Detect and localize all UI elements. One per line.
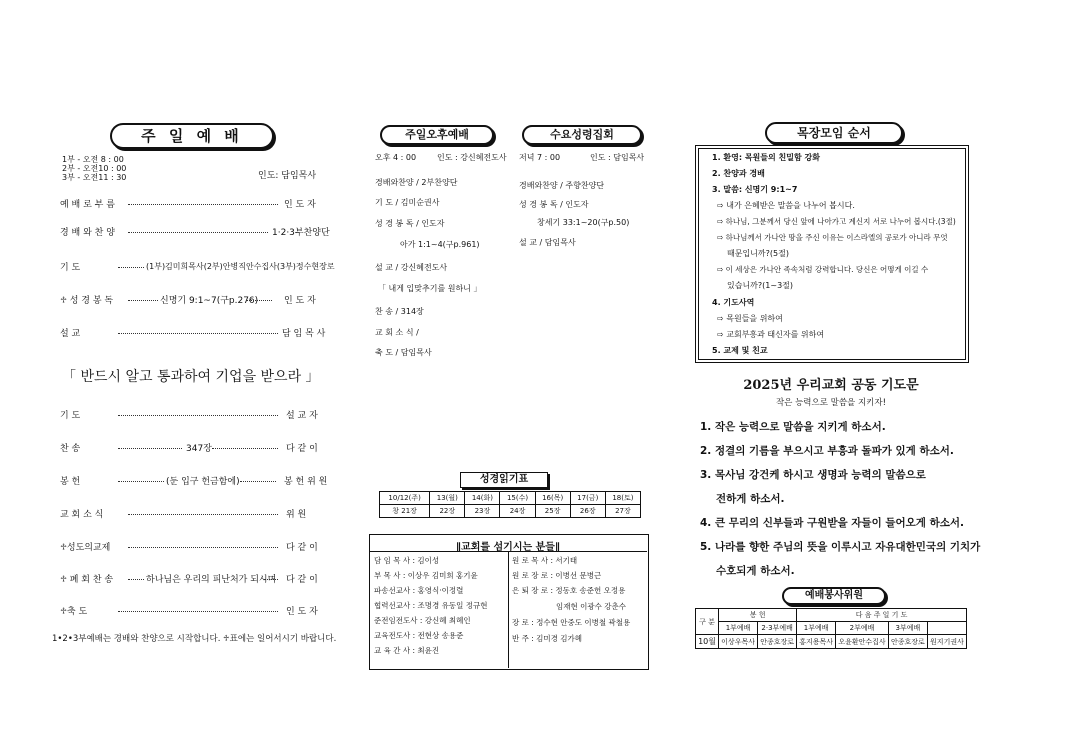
wednesday-service-title: 수요성령집회 [522, 125, 642, 145]
service-committee-table [695, 608, 967, 649]
sub-head: 2부예배 [836, 622, 889, 635]
order-name: 봉 헌 [60, 477, 81, 487]
order-name: ♱ 폐 회 찬 송 [60, 575, 114, 585]
reading-chapter: 23장 [465, 505, 500, 518]
staff-line: 장 로 : 정수현 안중도 이병철 곽철용 [512, 618, 631, 627]
sub-head [927, 622, 966, 635]
afternoon-item: 성 경 봉 독 / 인도자 [375, 219, 445, 228]
cell-item: ⇨ 하나님께서 가나안 땅을 주신 이유는 이스라엘의 공로가 아니라 무엇 [717, 233, 948, 242]
sub-head: 1부예배 [719, 622, 758, 635]
order-right: 인 도 자 [284, 296, 316, 306]
staff-line: 담 임 목 사 : 김이성 [374, 556, 440, 565]
prayer-item: 5. 나라를 향한 주님의 뜻을 이루시고 자유대한민국의 기치가 [700, 541, 981, 553]
order-right: 다 같 이 [286, 444, 318, 454]
sub-head: 1부예배 [797, 622, 836, 635]
staff-line: 파송선교사 : 홍영식·이정렬 [374, 586, 464, 595]
cell-item: 2. 찬양과 경배 [712, 169, 765, 178]
afternoon-item: 설 교 / 강신혜전도사 [375, 263, 448, 272]
prayer-cell: 안종호장로 [888, 635, 927, 649]
header-prayer: 다 음 주 일 기 도 [797, 609, 967, 622]
prayer-cell: 오윤환안수집사 [836, 635, 889, 649]
reading-chapter: 24장 [500, 505, 535, 518]
order-name: ♱축 도 [60, 607, 88, 617]
order-right: 위 원 [286, 510, 307, 520]
time-1: 1부 - 오전 8 : 00 [62, 155, 124, 164]
afternoon-leader: 인도 : 강신혜전도사 [437, 153, 507, 162]
cell-item: 있습니까?(1~3절) [727, 281, 794, 290]
reading-date: 16(목) [535, 492, 570, 505]
reading-date: 10/12(주) [380, 492, 430, 505]
staff-line: 원 로 목 사 : 서기태 [512, 556, 578, 565]
header-offering: 봉 헌 [719, 609, 797, 622]
afternoon-item: 교 회 소 식 / [375, 328, 419, 337]
wednesday-item: 경배와찬양 / 주향찬양단 [519, 181, 605, 190]
time-2: 2부 - 오전10 : 00 [62, 164, 127, 173]
sunday-service-title: 주 일 예 배 [110, 123, 274, 149]
cell-item: ⇨ 내가 은혜받은 말씀을 나누어 봅시다. [717, 201, 855, 210]
order-name: ♱ 성 경 봉 독 [60, 296, 114, 306]
reading-date: 15(수) [500, 492, 535, 505]
order-name: 기 도 [60, 411, 81, 421]
order-name: 기 도 [60, 263, 81, 273]
staff-line: 은 퇴 장 로 : 정동호 송준헌 오정용 [512, 586, 626, 595]
reading-date: 13(월) [430, 492, 465, 505]
order-mid: (둔 입구 헌금함에) [166, 477, 240, 487]
order-name: 찬 송 [60, 444, 81, 454]
wednesday-item: 성 경 봉 독 / 인도자 [519, 200, 589, 209]
prayer-item: 전하게 하소서. [716, 493, 785, 505]
staff-line: 준전임전도사 : 강신혜 최혜인 [374, 616, 471, 625]
reading-chapter: 25장 [535, 505, 570, 518]
staff-line: 교 육 간 사 : 최윤진 [374, 646, 440, 655]
cell-item: ⇨ 교회부흥과 태신자를 위하여 [717, 330, 825, 339]
afternoon-time: 오후 4 : 00 [375, 153, 417, 162]
sub-head: 3부예배 [888, 622, 927, 635]
prayer-item: 4. 큰 무리의 신부들과 구원받을 자들이 들어오게 하소서. [700, 517, 965, 529]
order-right: 인 도 자 [284, 200, 316, 210]
afternoon-sermon: 「 내게 입맞추기를 원하니 」 [378, 284, 482, 293]
offering-cell: 이상우목사 [719, 635, 758, 649]
reading-chapter: 창 21장 [380, 505, 430, 518]
order-right: 담 임 목 사 [282, 329, 326, 339]
cell-item: ⇨ 하나님, 그분께서 당신 앞에 나아가고 계신지 서로 나누어 봅시다.(3절) [717, 217, 956, 226]
wednesday-scripture: 창세기 33:1~20(구p.50) [537, 218, 630, 227]
reading-chapter: 22장 [430, 505, 465, 518]
prayer-cell: 원지기권사 [927, 635, 966, 649]
afternoon-service-title: 주일오후예배 [380, 125, 494, 145]
order-name: 예 배 로 부 름 [60, 200, 115, 210]
order-right: 1·2·3부찬양단 [272, 228, 330, 238]
staff-line: 교육전도사 : 전현상 송용준 [374, 631, 464, 640]
cell-item: 3. 말씀: 신명기 9:1~7 [712, 185, 798, 194]
cell-meeting-title: 목장모임 순서 [765, 122, 903, 144]
staff-line: 임재현 이광수 강춘수 [556, 602, 626, 611]
order-mid: (1부)김미희목사(2부)안병직안수집사(3부)정수현장로 [146, 262, 335, 271]
cell-item: ⇨ 목원들을 위하여 [717, 314, 783, 323]
order-right: 설 교 자 [286, 411, 318, 421]
wednesday-time: 저녁 7 : 00 [519, 153, 561, 162]
prayer-cell: 홍지용목사 [797, 635, 836, 649]
service-times [62, 155, 126, 182]
order-right: 봉 헌 위 원 [284, 477, 328, 487]
month-cell: 10월 [696, 635, 719, 649]
staff-line: 협력선교사 : 조명경 유동일 정규현 [374, 601, 488, 610]
order-right: 다 같 이 [286, 543, 318, 553]
reading-title: 성경읽기표 [460, 472, 548, 488]
cell-item: 4. 기도사역 [712, 298, 755, 307]
time-3: 3부 - 오전11 : 30 [62, 173, 127, 182]
prayer-subtitle: 작은 능력으로 말씀을 지키자! [775, 398, 887, 408]
prayer-item: 2. 정결의 기름을 부으시고 부흥과 돌파가 있게 하소서. [700, 445, 954, 457]
afternoon-item: 경배와찬양 / 2부찬양단 [375, 178, 458, 187]
prayer-item: 3. 목사님 강건케 하시고 생명과 능력의 말씀으로 [700, 469, 926, 481]
prayer-title: 2025년 우리교회 공동 기도문 [743, 378, 919, 393]
sermon-title: 「 반드시 알고 통과하여 기업을 받으라 」 [62, 369, 320, 385]
order-name: ♱성도의교제 [60, 543, 111, 553]
afternoon-item: 찬 송 / 314장 [375, 307, 424, 316]
cell-item: 5. 교제 및 친교 [712, 346, 768, 355]
reading-date: 18(토) [605, 492, 640, 505]
prayer-item: 1. 작은 능력으로 말씀을 지키게 하소서. [700, 421, 886, 433]
cell-item: ⇨ 이 세상은 가나안 족속처럼 강력합니다. 당신은 어떻게 이길 수 [717, 265, 929, 274]
reading-date: 14(화) [465, 492, 500, 505]
sub-head: 2·3부예배 [758, 622, 797, 635]
prayer-item: 수호되게 하소서. [716, 565, 795, 577]
wednesday-item: 설 교 / 담임목사 [519, 238, 576, 247]
service-committee-title: 예배봉사위원 [782, 587, 886, 605]
reading-chapter: 27장 [605, 505, 640, 518]
order-right: 인 도 자 [286, 607, 318, 617]
staff-line: 반 주 : 김미경 김가혜 [512, 634, 583, 643]
service-leader: 인도: 담임목사 [258, 171, 317, 181]
afternoon-item: 축 도 / 담임목사 [375, 348, 432, 357]
reading-chapter: 26장 [570, 505, 605, 518]
order-mid: 하나님은 우리의 피난처가 되시며 [146, 575, 277, 585]
order-right: 다 같 이 [286, 575, 318, 585]
staff-line: 원 로 장 로 : 이병선 문병근 [512, 571, 602, 580]
order-name: 교 회 소 식 [60, 510, 104, 520]
footnote: 1•2•3부예배는 경배와 찬양으로 시작합니다. ♱표에는 일어서시기 바랍니다. [52, 634, 337, 644]
reading-table [379, 491, 641, 518]
cell-item: 1. 환영: 목원들의 친밀함 강화 [712, 153, 820, 162]
afternoon-scripture: 아가 1:1~4(구p.961) [400, 240, 480, 249]
order-mid: 신명기 9:1~7(구p.276) [160, 296, 259, 306]
staff-title: ∥교회를 섬기시는 분들∥ [456, 542, 560, 553]
cell-item: 때문입니까?(5절) [727, 249, 789, 258]
order-name: 설 교 [60, 329, 81, 339]
order-mid: 347장 [186, 444, 212, 454]
afternoon-item: 기 도 / 김미순권사 [375, 198, 440, 207]
reading-date: 17(금) [570, 492, 605, 505]
staff-line: 부 목 사 : 이상우 김미희 홍기윤 [374, 571, 478, 580]
wednesday-leader: 인도 : 담임목사 [590, 153, 645, 162]
order-name: 경 배 와 찬 양 [60, 228, 115, 238]
offering-cell: 안종호장로 [758, 635, 797, 649]
header-category: 구 분 [696, 609, 719, 635]
